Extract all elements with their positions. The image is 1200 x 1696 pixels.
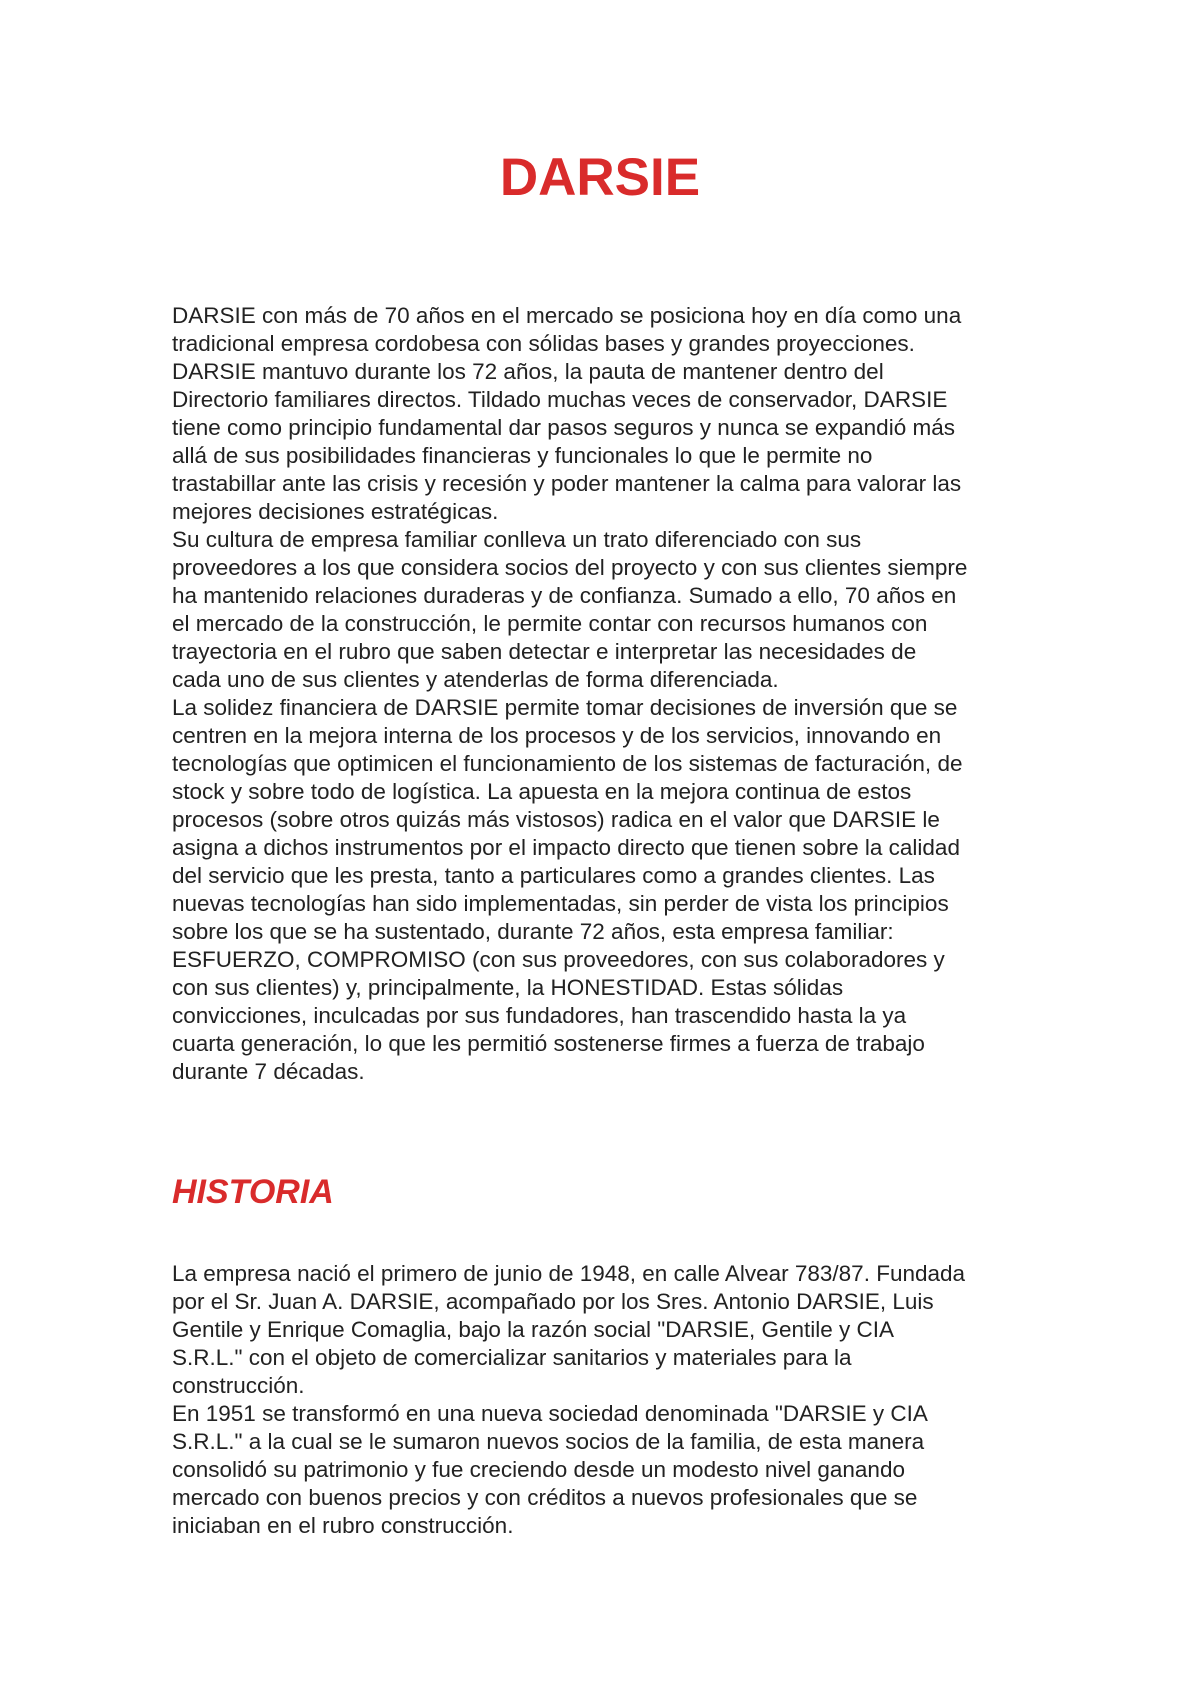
intro-text-line: nuevas tecnologías han sido implementadas, sin perder de vista los principios bbox=[172, 891, 949, 916]
historia-text-line: La empresa nació el primero de junio de 1948, en calle Alvear 783/87. Fundada bbox=[172, 1261, 966, 1286]
historia-text-line: S.R.L." a la cual se le sumaron nuevos socios de la familia, de esta manera bbox=[172, 1429, 925, 1454]
historia-text-line: por el Sr. Juan A. DARSIE, acompañado por los Sres. Antonio DARSIE, Luis bbox=[172, 1289, 934, 1314]
historia-text-line: En 1951 se transformó en una nueva sociedad denominada "DARSIE y CIA bbox=[172, 1401, 928, 1426]
intro-text-line: tradicional empresa cordobesa con sólidas bases y grandes proyecciones. bbox=[172, 331, 915, 356]
historia-paragraph bbox=[172, 1260, 1042, 1540]
intro-text-line: Su cultura de empresa familiar conlleva un trato diferenciado con sus bbox=[172, 527, 862, 552]
historia-text-line: consolidó su patrimonio y fue creciendo desde un modesto nivel ganando bbox=[172, 1457, 905, 1482]
section-title-historia: HISTORIA bbox=[172, 1173, 334, 1211]
intro-text-line: convicciones, inculcadas por sus fundadores, han trascendido hasta la ya bbox=[172, 1003, 907, 1028]
intro-text-line: asigna a dichos instrumentos por el impacto directo que tienen sobre la calidad bbox=[172, 835, 960, 860]
historia-text-line: construcción. bbox=[172, 1373, 305, 1398]
intro-text-line: ha mantenido relaciones duraderas y de confianza. Sumado a ello, 70 años en bbox=[172, 583, 957, 608]
intro-text-line: durante 7 décadas. bbox=[172, 1059, 365, 1084]
intro-text-line: con sus clientes) y, principalmente, la HONESTIDAD. Estas sólidas bbox=[172, 975, 844, 1000]
intro-text-line: tiene como principio fundamental dar pasos seguros y nunca se expandió más bbox=[172, 415, 955, 440]
historia-text-line: mercado con buenos precios y con créditos a nuevos profesionales que se bbox=[172, 1485, 918, 1510]
intro-text-line: sobre los que se ha sustentado, durante 72 años, esta empresa familiar: bbox=[172, 919, 894, 944]
intro-text-line: stock y sobre todo de logística. La apuesta en la mejora continua de estos bbox=[172, 779, 912, 804]
intro-text-line: mejores decisiones estratégicas. bbox=[172, 499, 499, 524]
intro-text-line: DARSIE mantuvo durante los 72 años, la pauta de mantener dentro del bbox=[172, 359, 884, 384]
intro-text-line: procesos (sobre otros quizás más vistosos) radica en el valor que DARSIE le bbox=[172, 807, 940, 832]
intro-text-line: cada uno de sus clientes y atenderlas de forma diferenciada. bbox=[172, 667, 779, 692]
historia-text-line: Gentile y Enrique Comaglia, bajo la razón social "DARSIE, Gentile y CIA bbox=[172, 1317, 895, 1342]
intro-text-line: proveedores a los que considera socios del proyecto y con sus clientes siempre bbox=[172, 555, 968, 580]
intro-text-line: trayectoria en el rubro que saben detectar e interpretar las necesidades de bbox=[172, 639, 917, 664]
intro-text-line: DARSIE con más de 70 años en el mercado se posiciona hoy en día como una bbox=[172, 303, 962, 328]
intro-text-line: allá de sus posibilidades financieras y funcionales lo que le permite no bbox=[172, 443, 873, 468]
intro-text-line: Directorio familiares directos. Tildado muchas veces de conservador, DARSIE bbox=[172, 387, 948, 412]
intro-text-line: La solidez financiera de DARSIE permite tomar decisiones de inversión que se bbox=[172, 695, 958, 720]
intro-text-line: el mercado de la construcción, le permite contar con recursos humanos con bbox=[172, 611, 928, 636]
intro-text-line: tecnologías que optimicen el funcionamiento de los sistemas de facturación, de bbox=[172, 751, 963, 776]
intro-text-line: del servicio que les presta, tanto a particulares como a grandes clientes. Las bbox=[172, 863, 935, 888]
document-title: DARSIE bbox=[499, 148, 701, 207]
historia-text-line: S.R.L." con el objeto de comercializar sanitarios y materiales para la bbox=[172, 1345, 852, 1370]
intro-text-line: cuarta generación, lo que les permitió sostenerse firmes a fuerza de trabajo bbox=[172, 1031, 925, 1056]
intro-paragraph bbox=[172, 302, 1042, 1086]
intro-text-line: centren en la mejora interna de los procesos y de los servicios, innovando en bbox=[172, 723, 942, 748]
historia-text-line: iniciaban en el rubro construcción. bbox=[172, 1513, 514, 1538]
intro-text-line: ESFUERZO, COMPROMISO (con sus proveedores, con sus colaboradores y bbox=[172, 947, 945, 972]
intro-text-line: trastabillar ante las crisis y recesión y poder mantener la calma para valorar las bbox=[172, 471, 962, 496]
